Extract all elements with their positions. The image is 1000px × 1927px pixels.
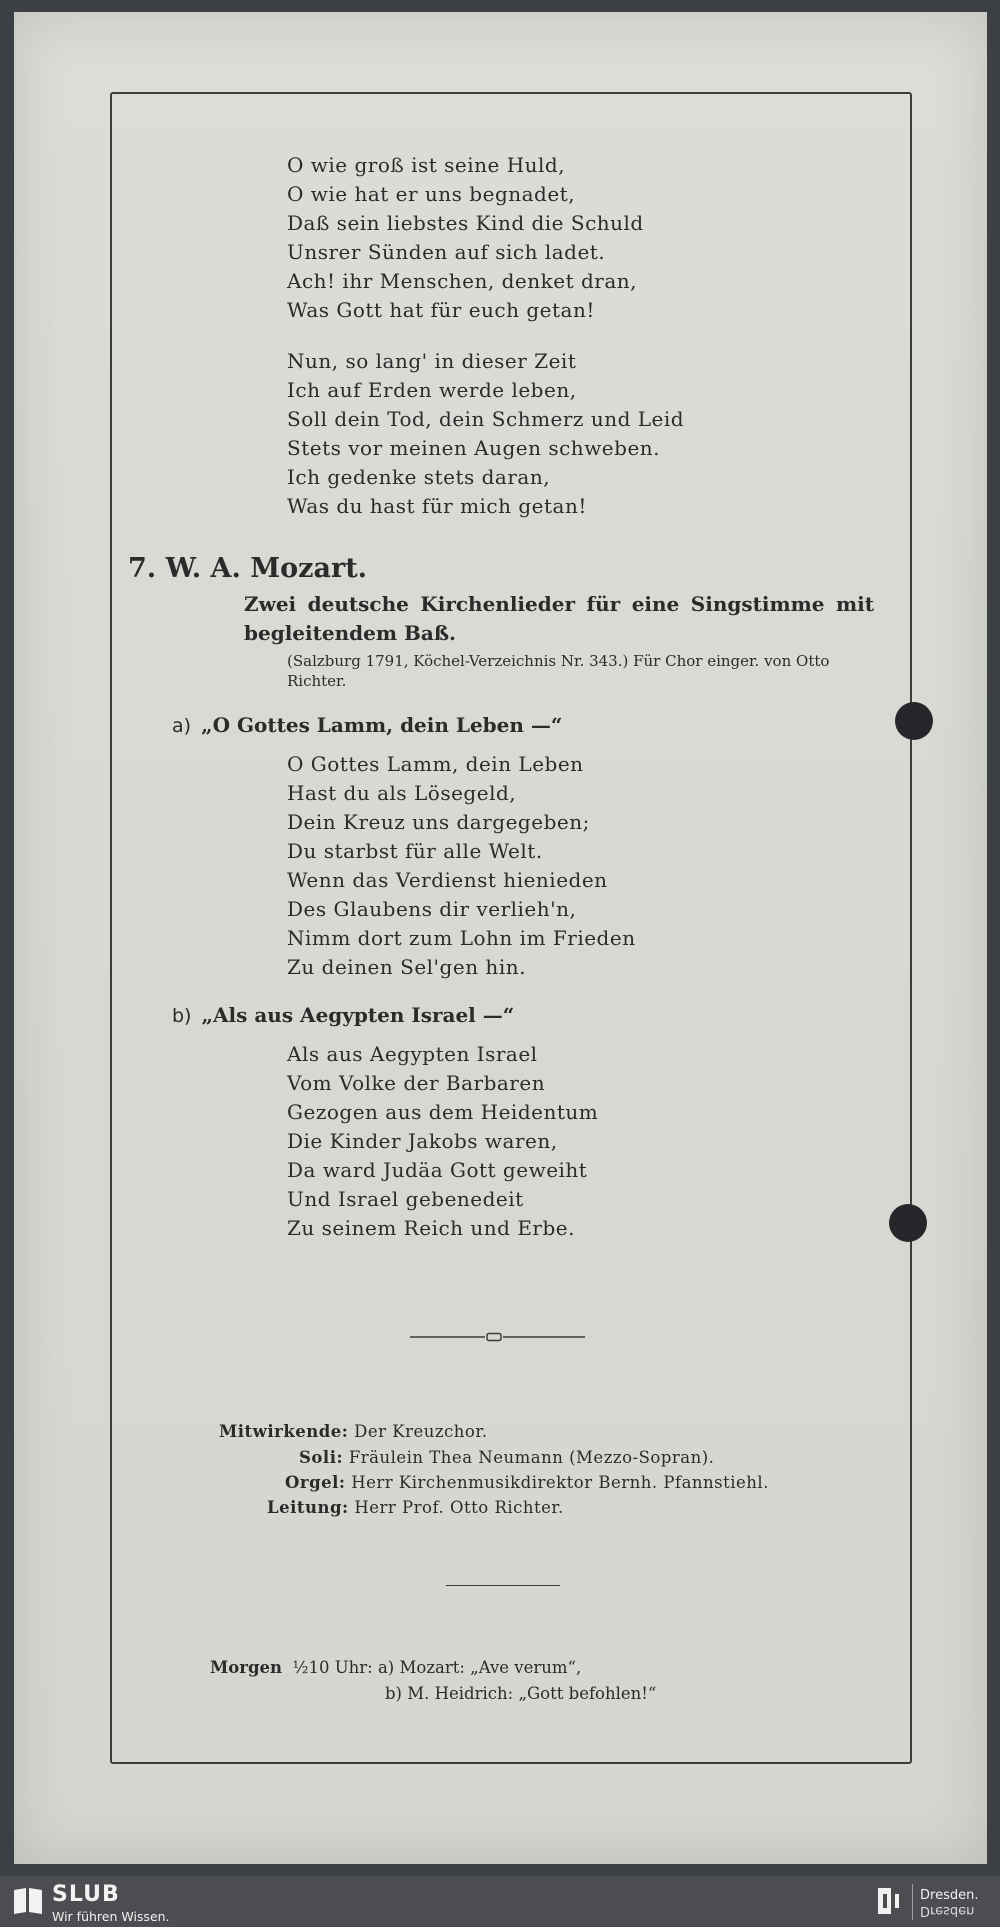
song-title-b xyxy=(172,1003,514,1027)
credit-role: Soli: xyxy=(299,1448,344,1467)
stanza-4 xyxy=(287,1040,598,1243)
credit-line xyxy=(299,1448,714,1467)
city-name-line: Dresden. xyxy=(920,1888,979,1903)
verse-line: Ich auf Erden werde leben, xyxy=(287,378,577,402)
song-title-a xyxy=(172,713,562,737)
slub-brand[interactable]: SLUB xyxy=(52,1882,120,1907)
song-name: „O Gottes Lamm, dein Leben —“ xyxy=(201,713,563,737)
credit-role: Leitung: xyxy=(267,1498,349,1517)
credit-value: Der Kreuzchor. xyxy=(354,1422,488,1441)
credit-role: Mitwirkende: xyxy=(219,1422,349,1441)
credit-value: Fräulein Thea Neumann (Mezzo-Sopran). xyxy=(348,1448,715,1467)
piece-heading: 7. W. A. Mozart. xyxy=(128,553,368,584)
city-name-mirror: Dresden xyxy=(920,1903,975,1918)
morning-item-b: b) M. Heidrich: „Gott befohlen!“ xyxy=(385,1684,657,1703)
verse-line: O wie groß ist seine Huld, xyxy=(287,153,566,177)
song-letter: b) xyxy=(172,1005,192,1027)
credit-role: Orgel: xyxy=(285,1473,346,1492)
footer-separator xyxy=(912,1884,913,1920)
verse-line: O Gottes Lamm, dein Leben xyxy=(287,752,584,776)
credit-value: Herr Kirchenmusikdirektor Bernh. Pfannstiehl. xyxy=(351,1473,769,1492)
verse-line: Ich gedenke stets daran, xyxy=(287,465,551,489)
verse-line: O wie hat er uns begnadet, xyxy=(287,182,576,206)
punch-hole xyxy=(889,1204,927,1242)
city-coat-of-arms-icon[interactable] xyxy=(876,1886,906,1916)
verse-line: Was Gott hat für euch getan! xyxy=(287,298,595,322)
verse-line: Gezogen aus dem Heidentum xyxy=(287,1100,599,1124)
city-name xyxy=(920,1888,978,1918)
morning-notice-b xyxy=(385,1684,656,1703)
credit-line xyxy=(267,1498,564,1517)
piece-subtitle: Zwei deutsche Kirchenlieder für eine Singstimme mit begleitendem Baß. xyxy=(244,592,874,645)
piece-note: (Salzburg 1791, Köchel-Verzeichnis Nr. 343.) Für Chor einger. von Otto Richter. xyxy=(287,652,830,690)
credit-line xyxy=(285,1473,769,1492)
verse-line: Wenn das Verdienst hienieden xyxy=(287,868,608,892)
song-letter: a) xyxy=(172,715,192,737)
verse-line: Hast du als Lösegeld, xyxy=(287,781,517,805)
verse-line: Daß sein liebstes Kind die Schuld xyxy=(287,211,644,235)
verse-line: Als aus Aegypten Israel xyxy=(287,1042,538,1066)
verse-line: Nimm dort zum Lohn im Frieden xyxy=(287,926,636,950)
verse-line: Ach! ihr Menschen, denket dran, xyxy=(287,269,637,293)
verse-line: Dein Kreuz uns dargegeben; xyxy=(287,810,590,834)
slub-logo-icon[interactable] xyxy=(12,1886,44,1916)
punch-hole xyxy=(895,702,933,740)
song-name: „Als aus Aegypten Israel —“ xyxy=(201,1003,515,1027)
verse-line: Nun, so lang' in dieser Zeit xyxy=(287,349,577,373)
morning-time: ½10 Uhr: xyxy=(292,1658,373,1677)
stanza-2 xyxy=(287,347,684,521)
stanza-1 xyxy=(287,151,644,325)
verse-line: Stets vor meinen Augen schweben. xyxy=(287,436,661,460)
credit-line xyxy=(219,1422,488,1441)
verse-line: Was du hast für mich getan! xyxy=(287,494,587,518)
verse-line: Die Kinder Jakobs waren, xyxy=(287,1129,558,1153)
verse-line: Zu deinen Sel'gen hin. xyxy=(287,955,526,979)
verse-line: Du starbst für alle Welt. xyxy=(287,839,543,863)
verse-line: Und Israel gebenedeit xyxy=(287,1187,524,1211)
verse-line: Zu seinem Reich und Erbe. xyxy=(287,1216,575,1240)
divider-rule xyxy=(446,1585,560,1586)
verse-line: Unsrer Sünden auf sich ladet. xyxy=(287,240,606,264)
verse-line: Des Glaubens dir verlieh'n, xyxy=(287,897,577,921)
verse-line: Soll dein Tod, dein Schmerz und Leid xyxy=(287,407,685,431)
ornament-rule xyxy=(395,1332,595,1342)
morning-notice xyxy=(210,1658,581,1677)
slub-tagline: Wir führen Wissen. xyxy=(52,1909,170,1924)
credit-value: Herr Prof. Otto Richter. xyxy=(354,1498,564,1517)
morning-item-a: a) Mozart: „Ave verum“, xyxy=(377,1658,582,1677)
verse-line: Da ward Judäa Gott geweiht xyxy=(287,1158,588,1182)
verse-line: Vom Volke der Barbaren xyxy=(287,1071,546,1095)
footer-bar xyxy=(0,1876,1000,1927)
morning-label: Morgen xyxy=(210,1658,282,1677)
stanza-3 xyxy=(287,750,636,982)
